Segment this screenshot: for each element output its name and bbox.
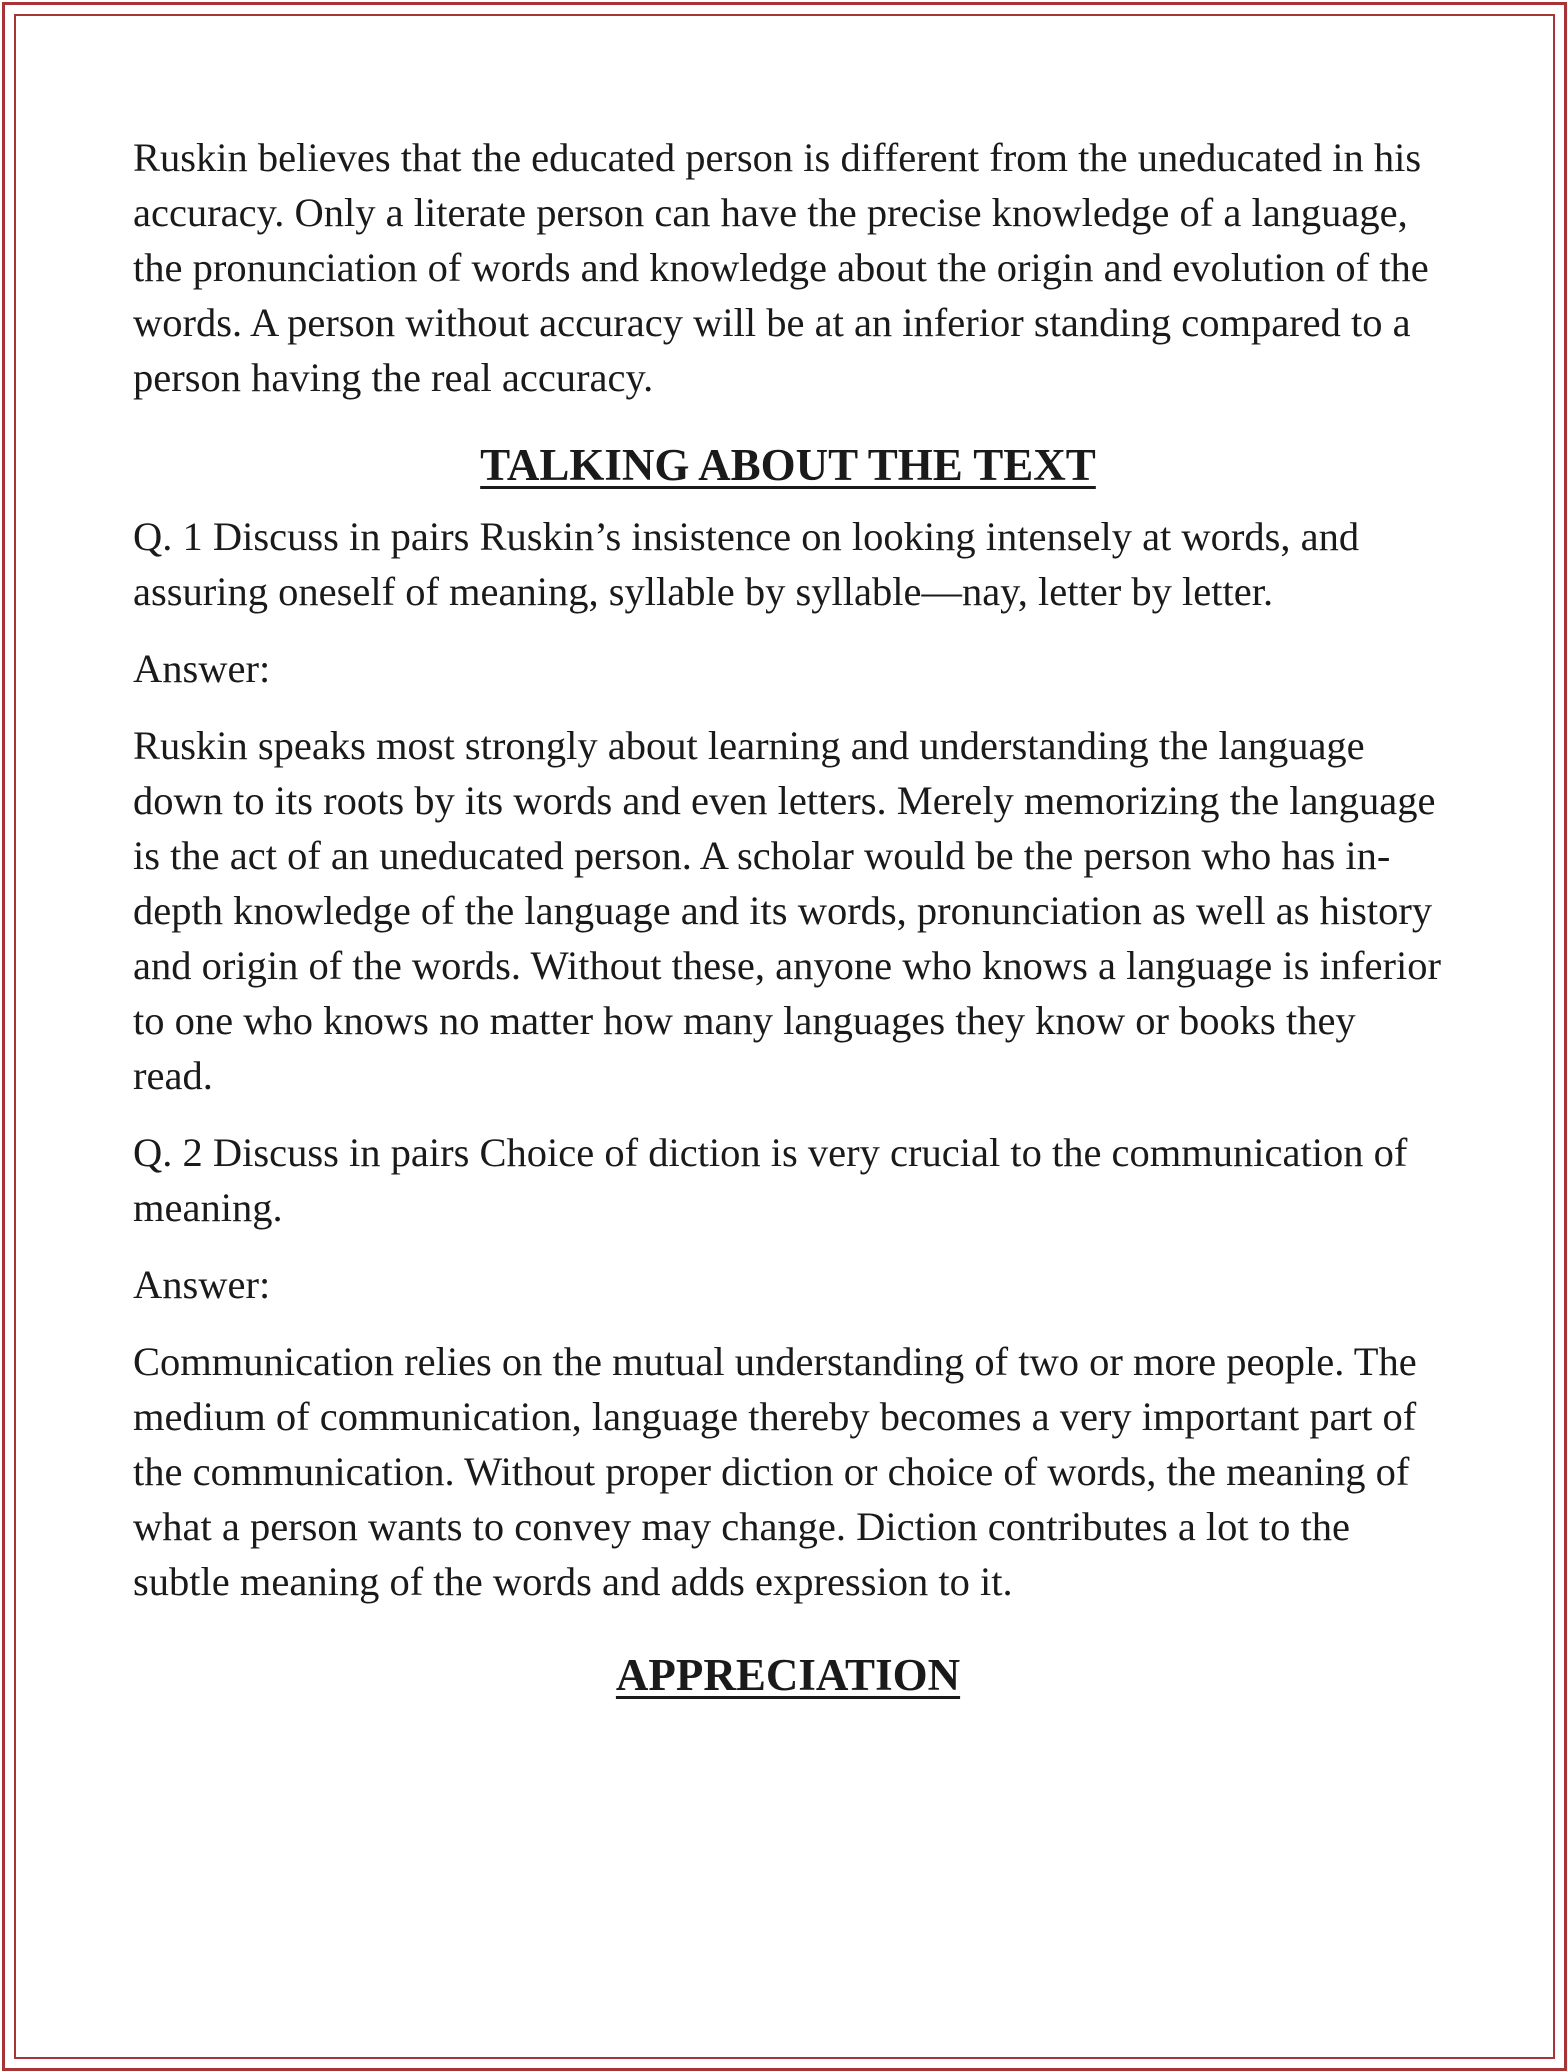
answer-1-label: Answer: [133,646,271,691]
question-1: Q. 1 Discuss in pairs Ruskin’s insistence on looking intensely at words, and assuring oneself of meaning, syllable by syllable—nay, letter by letter. [133,514,1360,614]
answer-2-text: Communication relies on the mutual understanding of two or more people. The medium of communication, language thereby becomes a very important part of the communication. Without proper diction or choice of words, the meaning of what a person wants to convey may change. Diction contributes a lot to the subtle meaning of the words and adds expression to it. [133,1339,1417,1604]
section-heading-talking-about-the-text: TALKING ABOUT THE TEXT [480,440,1096,490]
question-2: Q. 2 Discuss in pairs Choice of diction is very crucial to the communication of meaning. [133,1130,1408,1230]
answer-2-label: Answer: [133,1262,271,1307]
page-content [133,130,1443,1705]
answer-1-text: Ruskin speaks most strongly about learning and understanding the language down to its roots by its words and even letters. Merely memorizing the language is the act of an uneducated person. A scholar would be the person who has in-depth knowledge of the language and its words, pronunciation as well as history and origin of the words. Without these, anyone who knows a language is inferior to one who knows no matter how many languages they know or books they read. [133,723,1441,1098]
section-heading-appreciation: APPRECIATION [615,1650,961,1700]
intro-paragraph: Ruskin believes that the educated person is different from the uneducated in his accuracy. Only a literate person can have the precise knowledge of a language, the pronunciation of words and knowledge about the origin and evolution of the words. A person without accuracy will be at an inferior standing compared to a person having the real accuracy. [133,135,1429,400]
